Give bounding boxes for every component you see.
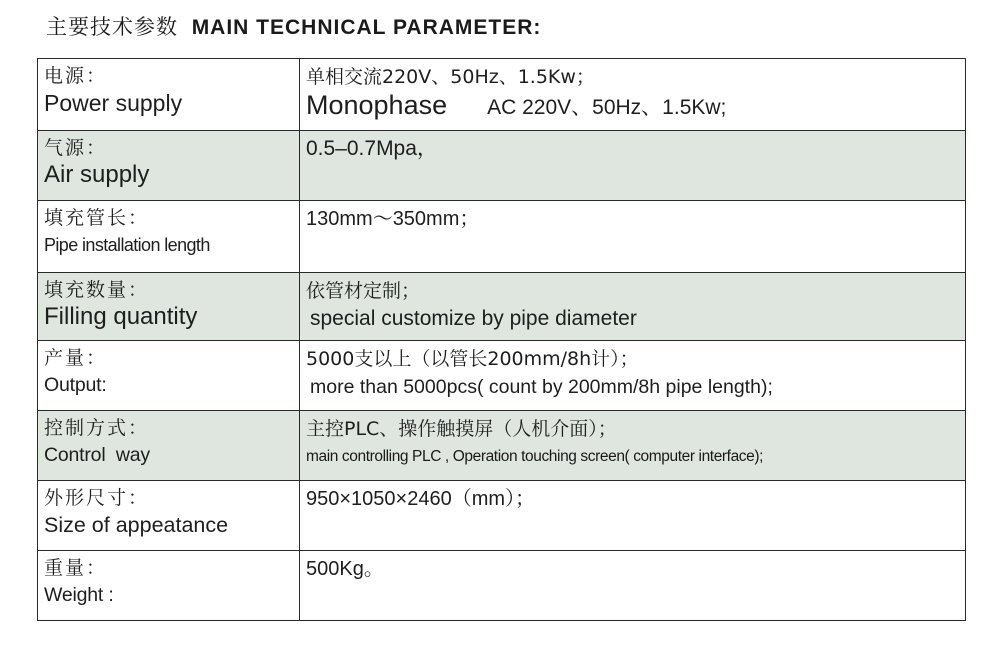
label-en: Weight :	[44, 584, 114, 606]
value-en-main: Monophase	[306, 90, 448, 120]
table-row-filling-quantity	[38, 273, 966, 341]
label-cn: 重量：	[44, 557, 108, 579]
value-cn: 单相交流220V、50Hz、1.5Kw；	[306, 66, 595, 88]
label-cn: 外形尺寸：	[44, 487, 150, 509]
label-cell	[38, 551, 300, 621]
value: 950×1050×2460（mm）；	[306, 488, 536, 510]
parameter-table	[37, 58, 966, 621]
label-en: Power supply	[44, 90, 183, 116]
value-en: more than 5000pcs( count by 200mm/8h pipe length);	[310, 376, 773, 398]
value-cell	[300, 411, 966, 481]
table-row-pipe-length	[38, 201, 966, 273]
label-cell	[38, 59, 300, 131]
label-cell	[38, 481, 300, 551]
label-cn: 电源：	[44, 65, 108, 87]
value-en: special customize by pipe diameter	[310, 307, 637, 330]
value-cell	[300, 551, 966, 621]
table-row-output	[38, 341, 966, 411]
label-cn: 填充管长：	[44, 207, 150, 229]
value-en: main controlling PLC , Operation touching screen( computer interface);	[306, 448, 764, 465]
label-cn: 产量：	[44, 347, 108, 369]
value-en-rest: AC 220V、50Hz、1.5Kw;	[487, 96, 727, 119]
page-title	[46, 10, 541, 44]
label-cn: 填充数量：	[44, 279, 150, 301]
value-en	[306, 91, 959, 122]
value-cn: 5000支以上（以管长200mm/8h计）；	[306, 348, 639, 370]
value-cell	[300, 341, 966, 411]
title-cn: 主要技术参数	[46, 15, 178, 39]
label-cell	[38, 201, 300, 273]
table-row-air-supply	[38, 131, 966, 201]
table-row-weight	[38, 551, 966, 621]
value-cell	[300, 201, 966, 273]
label-cell	[38, 273, 300, 341]
label-en: Size of appeatance	[44, 513, 229, 537]
value: 500Kg。	[306, 558, 384, 580]
table-row-size	[38, 481, 966, 551]
value-cell	[300, 59, 966, 131]
label-en: Control way	[44, 444, 150, 466]
value-cell	[300, 131, 966, 201]
value: 130mm～350mm；	[306, 208, 480, 230]
value-cn: 依管材定制；	[306, 280, 421, 302]
label-en: Output:	[44, 374, 107, 396]
label-cell	[38, 411, 300, 481]
value-cn: 主控PLC、操作触摸屏（人机介面）；	[306, 418, 617, 440]
table-row-control-way	[38, 411, 966, 481]
label-cell	[38, 131, 300, 201]
value: 0.5–0.7Mpa，	[306, 137, 438, 160]
label-en: Air supply	[44, 161, 150, 188]
value-cell	[300, 273, 966, 341]
table-row-power-supply	[38, 59, 966, 131]
label-en: Pipe installation length	[44, 235, 210, 255]
value-cell	[300, 481, 966, 551]
label-en: Filling quantity	[44, 303, 198, 330]
title-en: MAIN TECHNICAL PARAMETER:	[191, 16, 542, 39]
label-cn: 控制方式：	[44, 417, 150, 439]
label-cn: 气源：	[44, 137, 108, 159]
label-cell	[38, 341, 300, 411]
